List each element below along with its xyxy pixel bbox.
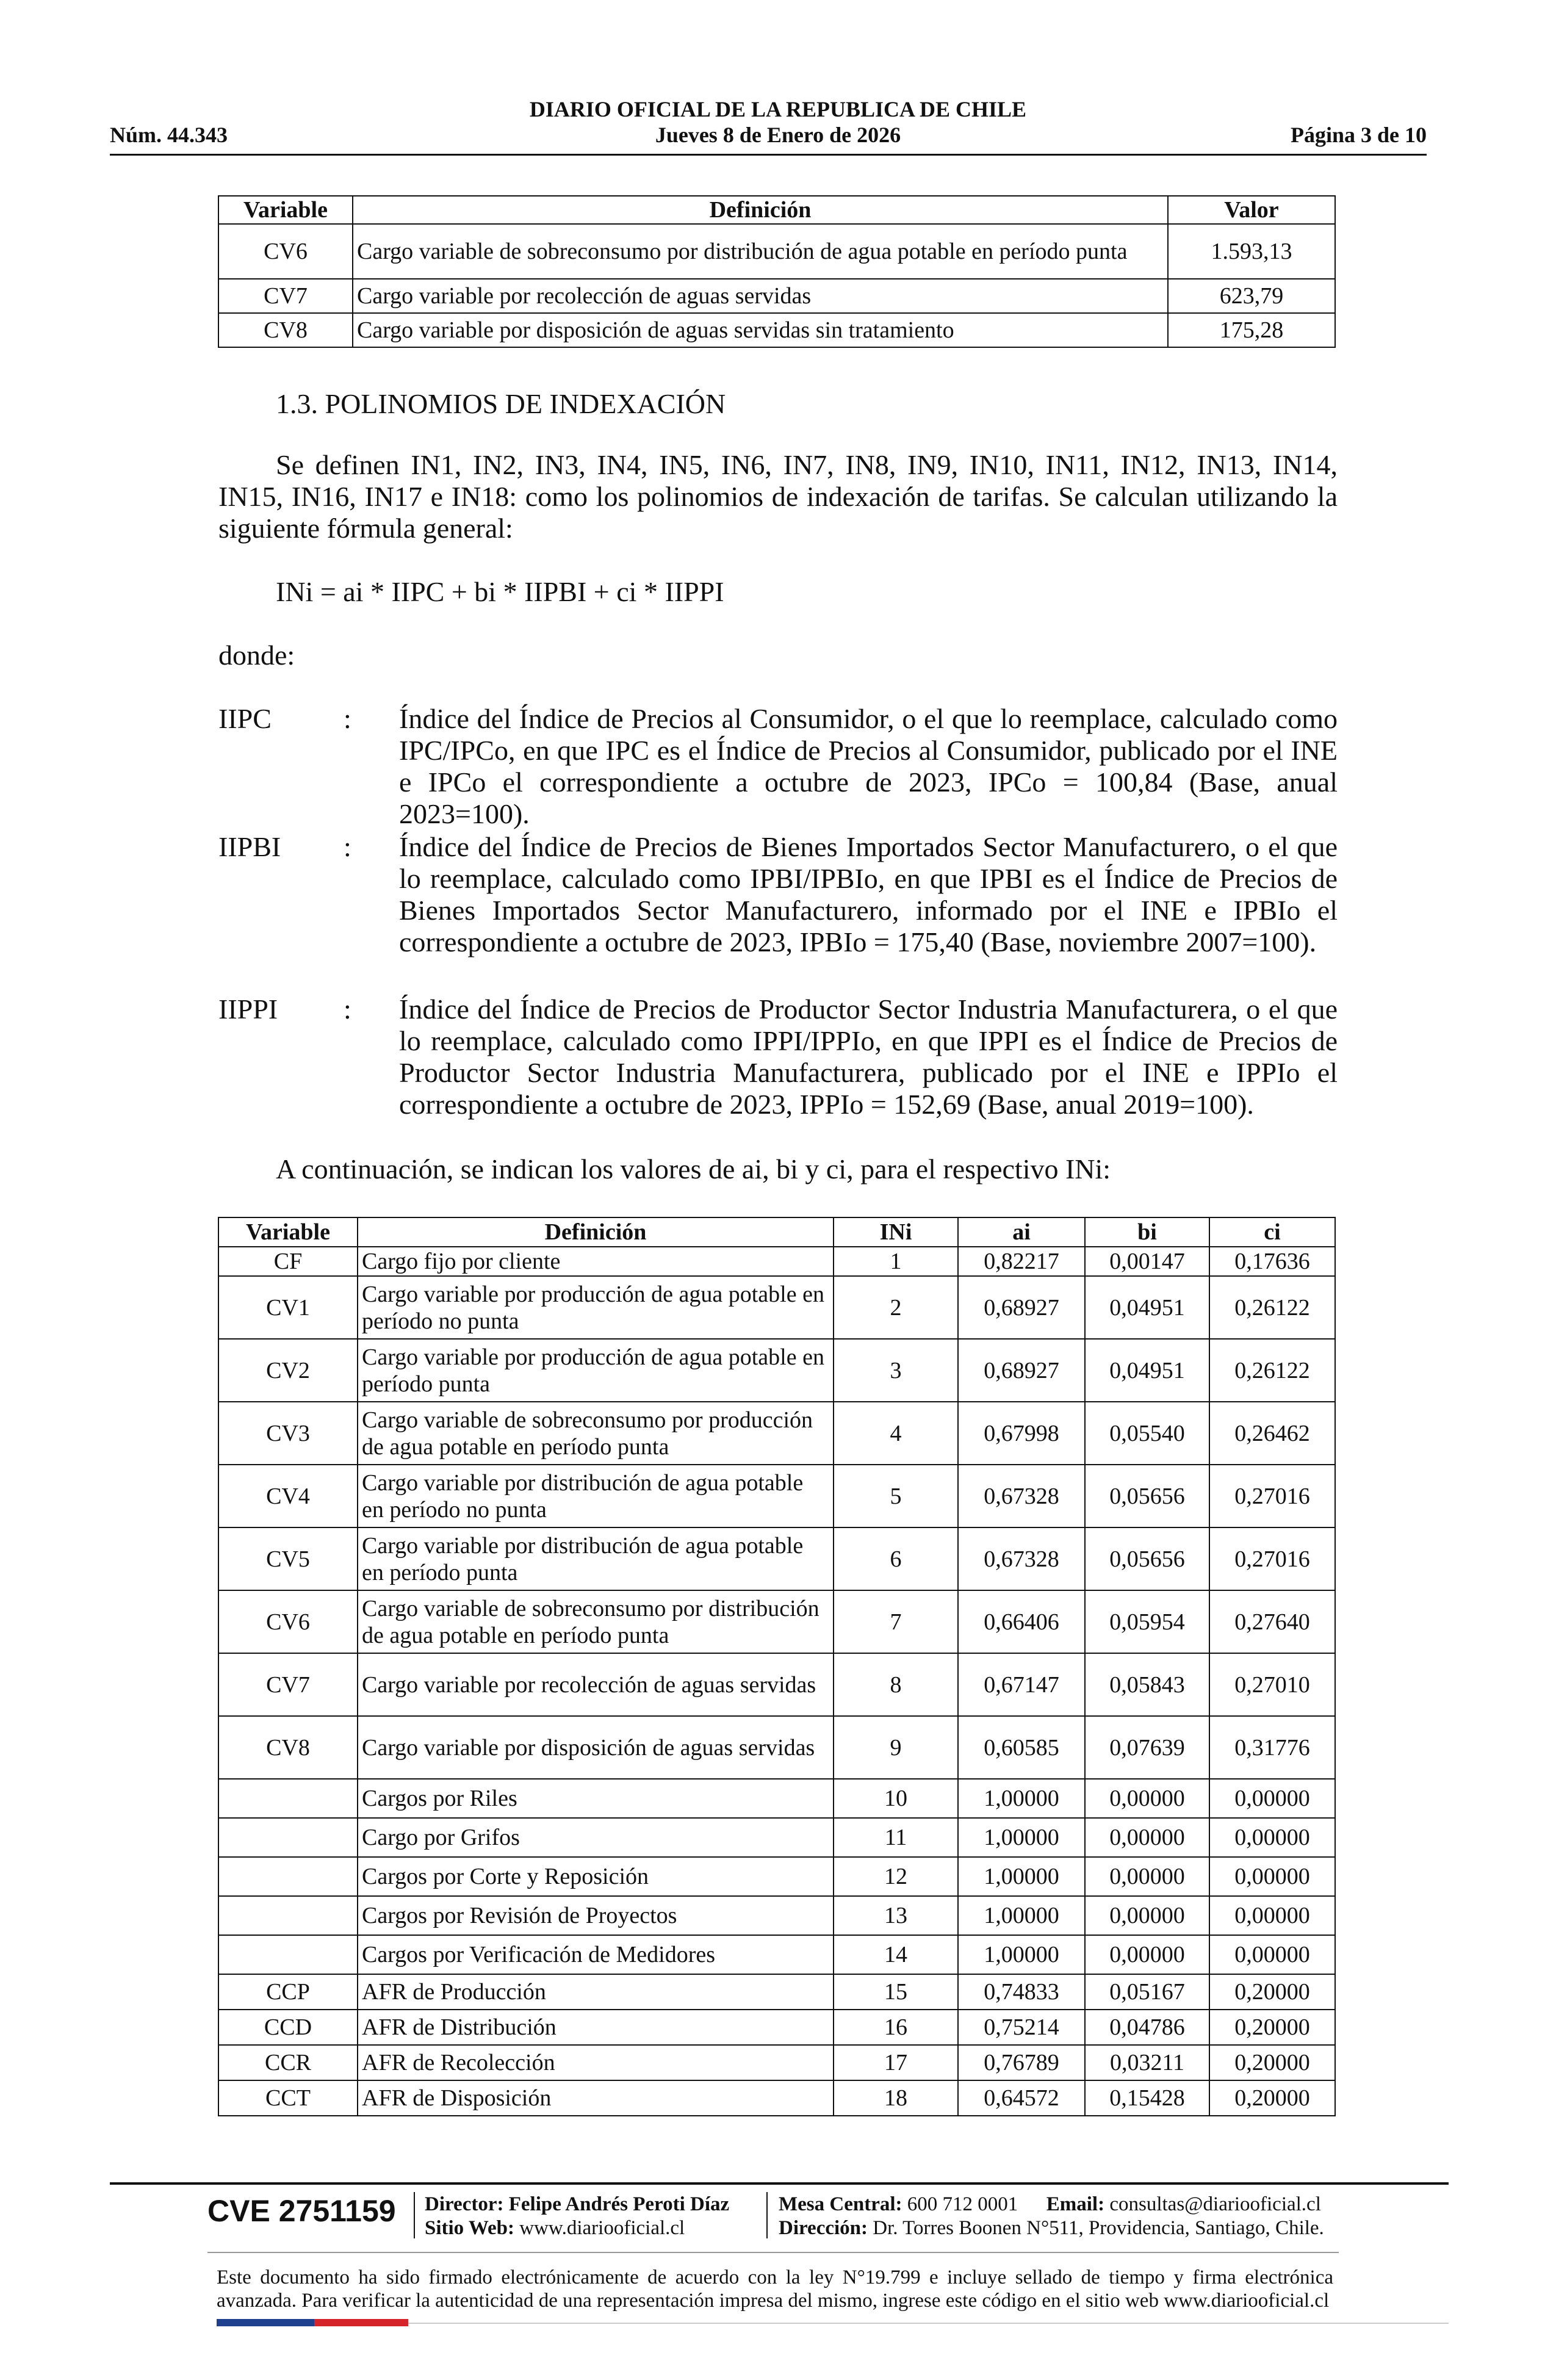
definition-colon: : — [344, 703, 351, 734]
bi-cell: 0,04786 — [1085, 2010, 1209, 2045]
ai-cell: 1,00000 — [958, 1818, 1085, 1857]
intro-paragraph: Se definen IN1, IN2, IN3, IN4, IN5, IN6, IN7, IN8, IN9, IN10, IN11, IN12, IN13, IN14, IN15, IN16, IN17 e IN18: como los polinomios de indexación de tarifas. Se calculan utilizando la siguiente fórmula general: — [218, 449, 1338, 544]
ai-cell: 1,00000 — [958, 1896, 1085, 1935]
ci-cell: 0,31776 — [1209, 1716, 1335, 1779]
definition-cell: Cargo variable de sobreconsumo por producción de agua potable en período punta — [358, 1402, 834, 1465]
definition-text: Índice del Índice de Precios de Productor Sector Industria Manufacturera, o el que lo reemplace, calculado como IPPI/IPPIo, en que IPPI es el Índice de Precios de Productor Sector Industria Manufacturera, publicado por el INE e IPPIo el correspondiente a octubre de 2023, IPPIo = 152,69 (Base, anual 2019=100). — [399, 993, 1338, 1120]
variable-cell: CV8 — [218, 1716, 358, 1779]
ci-cell: 0,20000 — [1209, 2080, 1335, 2116]
definition-term: IIPBI — [218, 831, 281, 862]
ci-cell: 0,00000 — [1209, 1896, 1335, 1935]
definition-cell: Cargos por Revisión de Proyectos — [358, 1896, 834, 1935]
footer-contact — [779, 2193, 1321, 2216]
ini-cell: 12 — [834, 1857, 958, 1896]
table-row — [218, 1857, 1335, 1896]
ini-cell: 18 — [834, 2080, 958, 2116]
ai-cell: 0,76789 — [958, 2045, 1085, 2080]
indexation-formula: INi = ai * IIPC + bi * IIPBI + ci * IIPPI — [276, 576, 724, 607]
definition-cell: Cargo variable de sobreconsumo por distribución de agua potable en período punta — [358, 1590, 834, 1653]
indexation-coefficients-table — [218, 1217, 1336, 2116]
definition-cell: Cargo variable por disposición de aguas servidas — [358, 1716, 834, 1779]
bi-cell: 0,05656 — [1085, 1465, 1209, 1527]
charges-value-table — [218, 195, 1336, 348]
definition-cell: AFR de Distribución — [358, 2010, 834, 2045]
column-header: ci — [1209, 1217, 1335, 1247]
flag-bar-line — [408, 2323, 1449, 2324]
ini-cell: 13 — [834, 1896, 958, 1935]
bi-cell: 0,05843 — [1085, 1653, 1209, 1716]
ini-cell: 1 — [834, 1247, 958, 1276]
ini-cell: 9 — [834, 1716, 958, 1779]
ci-cell: 0,27016 — [1209, 1465, 1335, 1527]
variable-cell: CV7 — [218, 1653, 358, 1716]
ci-cell: 0,27016 — [1209, 1527, 1335, 1590]
ai-cell: 0,74833 — [958, 1974, 1085, 2010]
bi-cell: 0,07639 — [1085, 1716, 1209, 1779]
bi-cell: 0,00000 — [1085, 1779, 1209, 1818]
variable-cell: CCR — [218, 2045, 358, 2080]
variable-cell: CCD — [218, 2010, 358, 2045]
definition-colon: : — [344, 831, 351, 862]
ci-cell: 0,26122 — [1209, 1339, 1335, 1402]
issue-date: Jueves 8 de Enero de 2026 — [655, 123, 901, 147]
footer-thin-divider — [207, 2252, 1339, 2253]
ai-cell: 0,82217 — [958, 1247, 1085, 1276]
bi-cell: 0,00000 — [1085, 1896, 1209, 1935]
bi-cell: 0,00000 — [1085, 1935, 1209, 1974]
definition-colon: : — [344, 993, 351, 1025]
definition-text: Índice del Índice de Precios de Bienes Importados Sector Manufacturero, o el que lo reemplace, calculado como IPBI/IPBIo, en que IPBI es el Índice de Precios de Bienes Importados Sector Manufacturero, informado por el INE e IPBIo el correspondiente a octubre de 2023, IPBIo = 175,40 (Base, noviembre 2007=100). — [399, 831, 1338, 957]
definition-cell: Cargo por Grifos — [358, 1818, 834, 1857]
ini-cell: 8 — [834, 1653, 958, 1716]
ci-cell: 0,27640 — [1209, 1590, 1335, 1653]
bi-cell: 0,00000 — [1085, 1857, 1209, 1896]
bi-cell: 0,05656 — [1085, 1527, 1209, 1590]
ci-cell: 0,00000 — [1209, 1779, 1335, 1818]
variable-cell: CV7 — [218, 279, 353, 313]
director-label: Director: — [425, 2193, 504, 2215]
variable-cell: CV2 — [218, 1339, 358, 1402]
footer-separator — [766, 2192, 768, 2238]
variable-cell: CV6 — [218, 1590, 358, 1653]
definition-cell: Cargo variable por recolección de aguas servidas — [353, 279, 1168, 313]
table-row — [218, 1247, 1335, 1276]
ci-cell: 0,17636 — [1209, 1247, 1335, 1276]
ini-cell: 2 — [834, 1276, 958, 1339]
column-header: INi — [834, 1217, 958, 1247]
variable-cell — [218, 1896, 358, 1935]
definition-cell: Cargo variable por distribución de agua potable en período punta — [358, 1527, 834, 1590]
donde-label: donde: — [218, 640, 295, 671]
table-row — [218, 1716, 1335, 1779]
ai-cell: 0,67147 — [958, 1653, 1085, 1716]
mesa-phone: 600 712 0001 — [907, 2193, 1018, 2215]
definition-cell: Cargo variable por producción de agua potable en período no punta — [358, 1276, 834, 1339]
ai-cell: 0,64572 — [958, 2080, 1085, 2116]
table-row — [218, 1402, 1335, 1465]
ini-cell: 11 — [834, 1818, 958, 1857]
variable-cell — [218, 1857, 358, 1896]
definition-text: Índice del Índice de Precios al Consumidor, o el que lo reemplace, calculado como IPC/IPCo, en que IPC es el Índice de Precios al Consumidor, publicado por el INE e IPCo el correspondiente a octubre de 2023, IPCo = 100,84 (Base, anual 2023=100). — [399, 703, 1338, 829]
ini-cell: 5 — [834, 1465, 958, 1527]
ai-cell: 0,68927 — [958, 1276, 1085, 1339]
variable-cell — [218, 1818, 358, 1857]
definition-cell: AFR de Producción — [358, 1974, 834, 2010]
ini-cell: 17 — [834, 2045, 958, 2080]
table-row — [218, 2080, 1335, 2116]
table-row — [218, 224, 1335, 279]
table-row — [218, 1339, 1335, 1402]
definition-cell: Cargos por Riles — [358, 1779, 834, 1818]
footer-separator — [414, 2192, 415, 2238]
table-row — [218, 1935, 1335, 1974]
variable-cell: CCP — [218, 1974, 358, 2010]
ci-cell: 0,00000 — [1209, 1857, 1335, 1896]
definition-cell: Cargo variable por disposición de aguas servidas sin tratamiento — [353, 313, 1168, 347]
ci-cell: 0,27010 — [1209, 1653, 1335, 1716]
definition-cell: AFR de Recolección — [358, 2045, 834, 2080]
website-label: Sitio Web: — [425, 2217, 515, 2239]
definition-cell: Cargo variable por recolección de aguas servidas — [358, 1653, 834, 1716]
flag-bar-blue — [217, 2319, 314, 2326]
mesa-label: Mesa Central: — [779, 2193, 902, 2215]
bi-cell: 0,03211 — [1085, 2045, 1209, 2080]
ini-cell: 3 — [834, 1339, 958, 1402]
ini-cell: 14 — [834, 1935, 958, 1974]
value-cell: 1.593,13 — [1168, 224, 1335, 279]
variable-cell — [218, 1935, 358, 1974]
table-row — [218, 1590, 1335, 1653]
publication-title: DIARIO OFICIAL DE LA REPUBLICA DE CHILE — [529, 97, 1027, 121]
address-text: Dr. Torres Boonen N°511, Providencia, Santiago, Chile. — [873, 2217, 1324, 2239]
ai-cell: 0,60585 — [958, 1716, 1085, 1779]
ai-cell: 0,67998 — [958, 1402, 1085, 1465]
table-header-row — [218, 196, 1335, 224]
ini-cell: 10 — [834, 1779, 958, 1818]
table-row — [218, 1779, 1335, 1818]
bi-cell: 0,00147 — [1085, 1247, 1209, 1276]
email-label: Email: — [1046, 2193, 1105, 2215]
director-name: Felipe Andrés Peroti Díaz — [508, 2193, 730, 2215]
ini-cell: 6 — [834, 1527, 958, 1590]
ai-cell: 1,00000 — [958, 1779, 1085, 1818]
variable-cell: CV5 — [218, 1527, 358, 1590]
definition-iipc — [218, 703, 1338, 831]
ai-cell: 1,00000 — [958, 1857, 1085, 1896]
value-cell: 175,28 — [1168, 313, 1335, 347]
table-row — [218, 1896, 1335, 1935]
table-row — [218, 2045, 1335, 2080]
coefficients-intro: A continuación, se indican los valores de ai, bi y ci, para el respectivo INi: — [276, 1153, 1111, 1185]
ci-cell: 0,26462 — [1209, 1402, 1335, 1465]
bi-cell: 0,04951 — [1085, 1339, 1209, 1402]
ci-cell: 0,26122 — [1209, 1276, 1335, 1339]
variable-cell: CV8 — [218, 313, 353, 347]
definition-cell: AFR de Disposición — [358, 2080, 834, 2116]
bi-cell: 0,05540 — [1085, 1402, 1209, 1465]
legal-notice: Este documento ha sido firmado electrónicamente de acuerdo con la ley N°19.799 e incluye sellado de tiempo y firma electrónica avanzada. Para verificar la autenticidad de una representación impresa del mismo, ingrese este código en el sitio web www.diariooficial.cl — [217, 2266, 1333, 2312]
definition-iipbi — [218, 831, 1338, 991]
definition-term: IIPPI — [218, 993, 278, 1025]
value-cell: 623,79 — [1168, 279, 1335, 313]
table-row — [218, 313, 1335, 347]
definition-cell: Cargo fijo por cliente — [358, 1247, 834, 1276]
ai-cell: 0,66406 — [958, 1590, 1085, 1653]
column-header: Definición — [358, 1217, 834, 1247]
column-header: Variable — [218, 1217, 358, 1247]
definition-cell: Cargo variable por distribución de agua potable en período no punta — [358, 1465, 834, 1527]
definition-cell: Cargos por Verificación de Medidores — [358, 1935, 834, 1974]
flag-bar-red — [314, 2319, 408, 2326]
ci-cell: 0,20000 — [1209, 2045, 1335, 2080]
table-row — [218, 2010, 1335, 2045]
bi-cell: 0,04951 — [1085, 1276, 1209, 1339]
definition-cell: Cargo variable por producción de agua potable en período punta — [358, 1339, 834, 1402]
ai-cell: 0,67328 — [958, 1465, 1085, 1527]
variable-cell: CV1 — [218, 1276, 358, 1339]
address-label: Dirección: — [779, 2217, 868, 2239]
email-link[interactable]: consultas@diariooficial.cl — [1109, 2193, 1321, 2215]
variable-cell: CF — [218, 1247, 358, 1276]
cve-code: CVE 2751159 — [207, 2194, 396, 2228]
ci-cell: 0,00000 — [1209, 1818, 1335, 1857]
definition-cell: Cargos por Corte y Reposición — [358, 1857, 834, 1896]
column-header: Variable — [218, 196, 353, 224]
variable-cell: CV4 — [218, 1465, 358, 1527]
ci-cell: 0,00000 — [1209, 1935, 1335, 1974]
ai-cell: 1,00000 — [958, 1935, 1085, 1974]
footer-address — [779, 2216, 1324, 2240]
footer-website — [425, 2216, 685, 2240]
bi-cell: 0,15428 — [1085, 2080, 1209, 2116]
table-row — [218, 1527, 1335, 1590]
ci-cell: 0,20000 — [1209, 1974, 1335, 2010]
bi-cell: 0,05954 — [1085, 1590, 1209, 1653]
ini-cell: 16 — [834, 2010, 958, 2045]
column-header: Valor — [1168, 196, 1335, 224]
column-header: Definición — [353, 196, 1168, 224]
definition-cell: Cargo variable de sobreconsumo por distribución de agua potable en período punta — [353, 224, 1168, 279]
definition-term: IIPC — [218, 703, 272, 734]
table-row — [218, 1653, 1335, 1716]
definition-iippi — [218, 993, 1338, 1122]
website-link[interactable]: www.diariooficial.cl — [519, 2217, 685, 2239]
table-row — [218, 1818, 1335, 1857]
ini-cell: 4 — [834, 1402, 958, 1465]
page-number: Página 3 de 10 — [1290, 123, 1427, 147]
ini-cell: 7 — [834, 1590, 958, 1653]
table-row — [218, 1974, 1335, 2010]
issue-number: Núm. 44.343 — [110, 123, 228, 147]
ini-cell: 15 — [834, 1974, 958, 2010]
bi-cell: 0,00000 — [1085, 1818, 1209, 1857]
table-header-row — [218, 1217, 1335, 1247]
table-row — [218, 1465, 1335, 1527]
column-header: bi — [1085, 1217, 1209, 1247]
section-heading: 1.3. POLINOMIOS DE INDEXACIÓN — [276, 388, 726, 419]
bi-cell: 0,05167 — [1085, 1974, 1209, 2010]
ai-cell: 0,75214 — [958, 2010, 1085, 2045]
ai-cell: 0,68927 — [958, 1339, 1085, 1402]
table-row — [218, 1276, 1335, 1339]
ai-cell: 0,67328 — [958, 1527, 1085, 1590]
header-divider — [110, 154, 1427, 156]
variable-cell: CCT — [218, 2080, 358, 2116]
table-row — [218, 279, 1335, 313]
variable-cell — [218, 1779, 358, 1818]
variable-cell: CV6 — [218, 224, 353, 279]
variable-cell: CV3 — [218, 1402, 358, 1465]
footer-director — [425, 2193, 729, 2216]
footer-divider — [110, 2182, 1449, 2185]
ci-cell: 0,20000 — [1209, 2010, 1335, 2045]
column-header: ai — [958, 1217, 1085, 1247]
